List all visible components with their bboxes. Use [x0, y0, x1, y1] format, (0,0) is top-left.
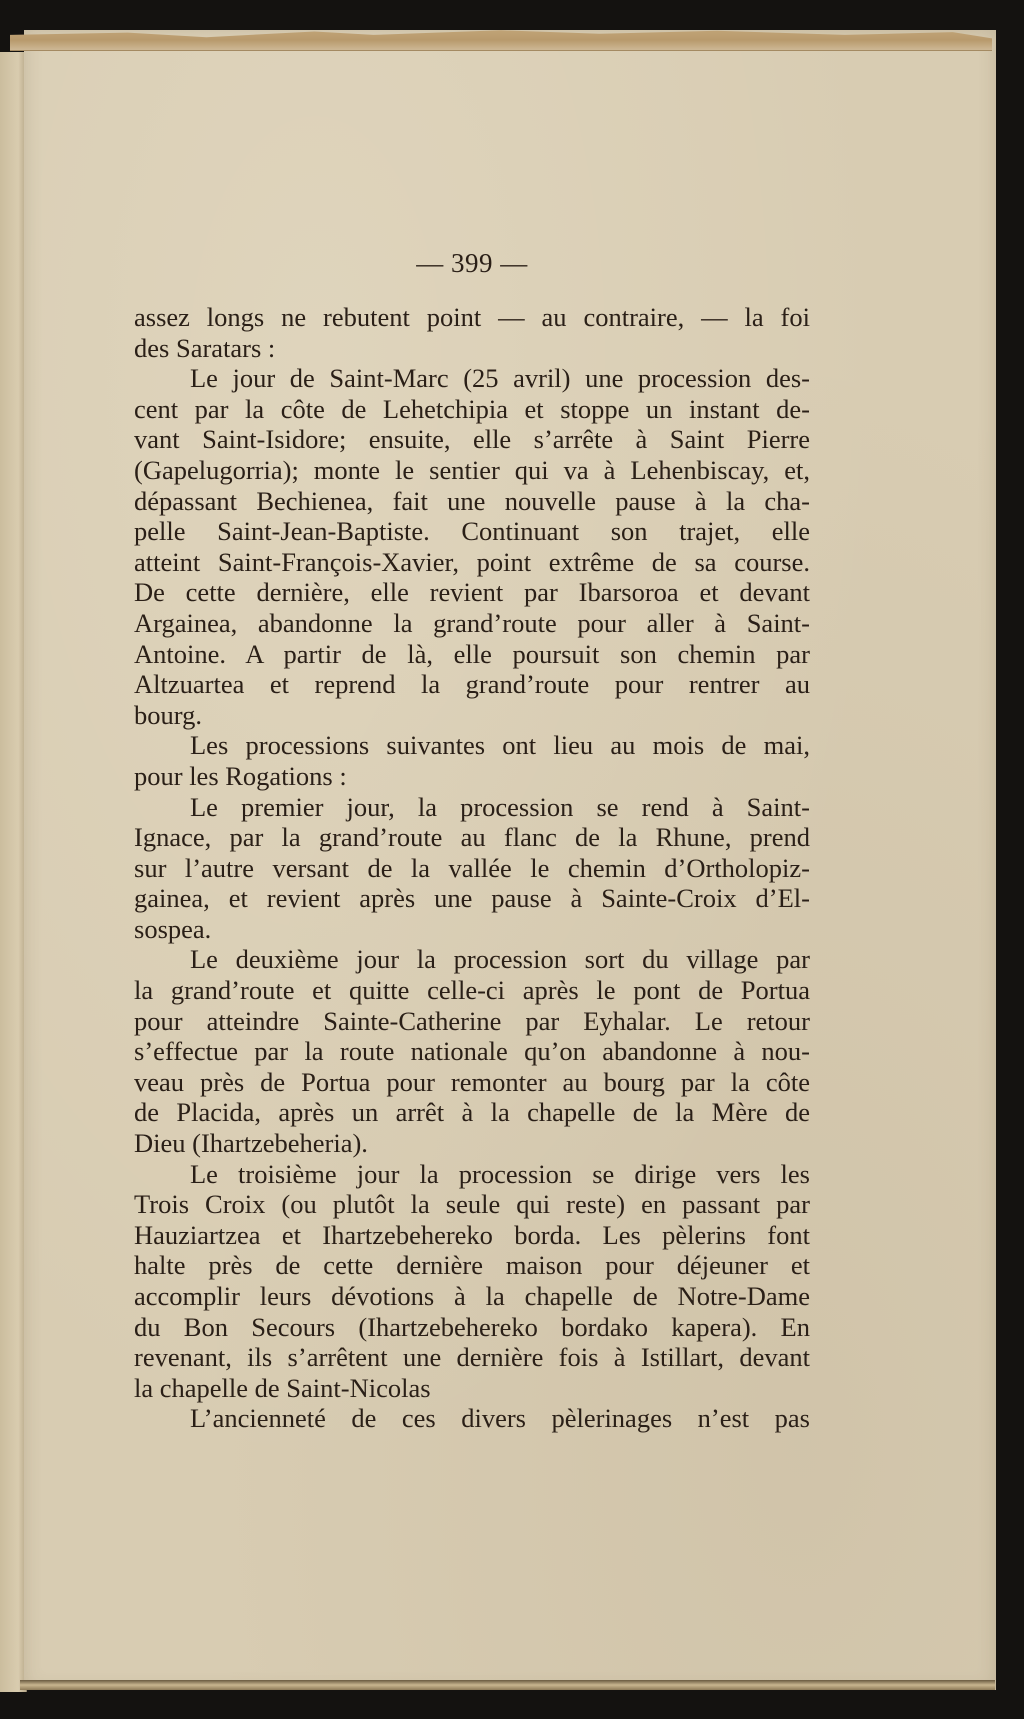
text-line: Altzuartea et reprend la grand’route pour rentrer au — [134, 669, 810, 700]
text-line: Ignace, par la grand’route au flanc de la Rhune, prend — [134, 822, 810, 853]
text-line: sur l’autre versant de la vallée le chemin d’Ortholopiz- — [134, 852, 810, 883]
text-line: L’ancienneté de ces divers pèlerinages n’est pas — [190, 1403, 810, 1434]
text-line: gainea, et revient après une pause à Sainte-Croix d’El- — [134, 883, 810, 914]
text-line: bourg. — [134, 699, 202, 730]
paragraph — [134, 363, 810, 730]
text-line: la chapelle de Saint-Nicolas — [134, 1372, 431, 1403]
text-line: la grand’route et quitte celle-ci après le pont de Portua — [134, 975, 810, 1006]
text-line: Argainea, abandonne la grand’route pour aller à Saint- — [134, 607, 810, 638]
text-line: veau près de Portua pour remonter au bourg par la côte — [134, 1066, 810, 1097]
paragraph — [134, 1159, 810, 1404]
text-block — [134, 246, 810, 1434]
text-line: pelle Saint-Jean-Baptiste. Continuant son trajet, elle — [134, 516, 810, 547]
text-line: sospea. — [134, 913, 212, 944]
text-line: de Placida, après un arrêt à la chapelle de la Mère de — [134, 1097, 810, 1128]
text-line: pour les Rogations : — [134, 760, 347, 791]
text-line: cent par la côte de Lehetchipia et stoppe un instant de- — [134, 393, 810, 424]
text-line: s’effectue par la route nationale qu’on abandonne à nou- — [134, 1036, 810, 1067]
text-line: accomplir leurs dévotions à la chapelle de Notre-Dame — [134, 1281, 810, 1311]
text-line: pour atteindre Sainte-Catherine par Eyhalar. Le retour — [134, 1005, 810, 1036]
text-line: De cette dernière, elle revient par Ibarsoroa et devant — [134, 577, 810, 608]
paragraph — [134, 792, 810, 945]
text-line: du Bon Secours (Ihartzebehereko bordako kapera). En — [134, 1311, 810, 1342]
previous-page-edge — [0, 52, 27, 1692]
text-line: halte près de cette dernière maison pour déjeuner et — [134, 1250, 810, 1281]
text-line: vant Saint-Isidore; ensuite, elle s’arrête à Saint Pierre — [134, 424, 810, 455]
text-line: atteint Saint-François-Xavier, point extrême de sa course. — [134, 546, 810, 577]
paragraph — [134, 730, 810, 791]
text-line: des Saratars : — [134, 332, 276, 363]
text-line: Antoine. A partir de là, elle poursuit son chemin par — [134, 638, 810, 669]
text-line: revenant, ils s’arrêtent une dernière fois à Istillart, devant — [134, 1342, 810, 1373]
body-text — [134, 302, 810, 1434]
paragraph — [134, 944, 810, 1158]
text-line: Le troisième jour la procession se dirige vers les — [190, 1158, 810, 1189]
text-line: dépassant Bechienea, fait une nouvelle pause à la cha- — [134, 485, 810, 516]
page-bottom-edge — [20, 1680, 995, 1690]
text-line: Le jour de Saint-Marc (25 avril) une procession des- — [190, 363, 810, 394]
page-number: — 399 — — [416, 248, 528, 278]
text-line: Le premier jour, la procession se rend à Saint- — [190, 791, 810, 822]
text-line: Hauziartzea et Ihartzebehereko borda. Les pèlerins font — [134, 1219, 810, 1250]
text-line: Trois Croix (ou plutôt la seule qui reste) en passant par — [134, 1189, 810, 1220]
text-line: assez longs ne rebutent point — au contraire, — la foi — [134, 302, 810, 332]
text-line: Le deuxième jour la procession sort du village par — [190, 944, 810, 975]
text-line: Dieu (Ihartzebeheria). — [134, 1128, 368, 1159]
text-line: Les processions suivantes ont lieu au mois de mai, — [190, 730, 810, 761]
paragraph — [134, 1403, 810, 1434]
paragraph — [134, 302, 810, 363]
text-line: (Gapelugorria); monte le sentier qui va à Lehenbiscay, et, — [134, 454, 810, 485]
